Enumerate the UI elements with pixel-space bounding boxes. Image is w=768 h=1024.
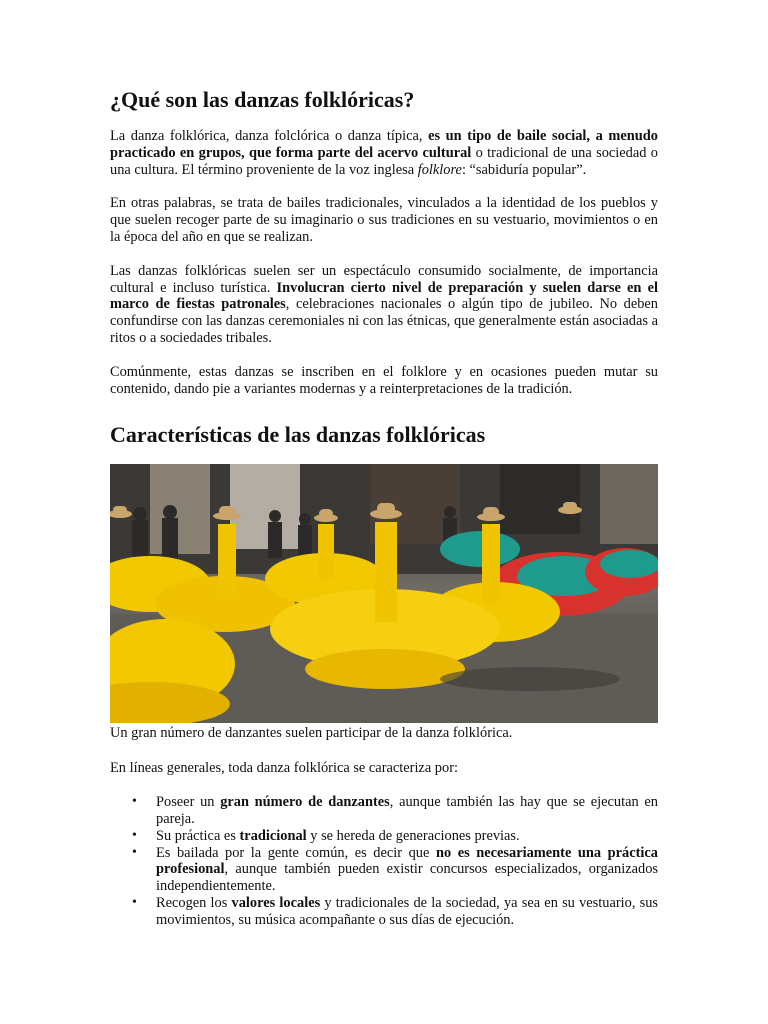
list-item: [156, 845, 658, 895]
bold-run: es un tipo de baile social, a menudo practicado en grupos, que forma parte del acervo cultural: [110, 128, 658, 161]
section-heading-what-are: ¿Qué son las danzas folklóricas?: [110, 87, 415, 112]
bold-run: Involucran cierto nivel de preparación y suelen darse en el marco de fiestas patronales: [110, 279, 658, 313]
bold-run: valores locales: [231, 894, 321, 911]
list-item: [156, 895, 658, 929]
text-run: Recogen los: [156, 894, 232, 911]
paragraph-identity: En otras palabras, se trata de bailes tradicionales, vinculados a la identidad de los pueblos y que suelen recoger parte de su imaginario o sus tradiciones en su vestuario, movimientos o en la época del año en que se realizan.: [110, 195, 658, 245]
text-run: , celebraciones nacionales o algún tipo de jubileo. No deben confundirse con las danzas ceremoniales ni con las étnicas, que generalmente están asociadas a ritos o a sociedades tribales.: [110, 296, 658, 346]
text-run: , aunque también pueden existir concursos especializados, organizados independientemente.: [156, 861, 658, 895]
text-run: y se hereda de generaciones previas.: [306, 827, 520, 844]
dancer-teal-skirt: [440, 531, 520, 567]
dancer-teal-skirt: [600, 550, 658, 578]
building-facade: [150, 464, 210, 554]
building-facade: [600, 464, 658, 544]
paragraph-spectacle: [110, 263, 658, 347]
text-run: Poseer un: [156, 794, 221, 811]
section-heading-characteristics: Características de las danzas folklóricas: [110, 422, 486, 448]
building-window: [500, 464, 580, 534]
dancers-illustration: [110, 464, 658, 723]
text-run: : “sabiduría popular”.: [461, 161, 587, 178]
shadow: [440, 667, 620, 691]
text-run: o tradicional de una sociedad o una cultura. El término proveniente de la voz inglesa: [110, 144, 658, 178]
text-run: Es bailada por la gente común, es decir que: [156, 844, 436, 861]
list-item: [156, 794, 658, 828]
bold-run: no es necesariamente una práctica profesional: [156, 844, 658, 878]
building-facade: [230, 464, 300, 549]
text-run: y tradicionales de la sociedad, ya sea en su vestuario, sus movimientos, su música acompañante o sus días de ejecución.: [156, 894, 658, 928]
bold-run: tradicional: [239, 827, 307, 844]
article-body: [110, 86, 658, 929]
list-item: [156, 828, 658, 845]
text-run: La danza folklórica, danza folclórica o danza típica,: [110, 128, 429, 144]
dancer-yellow-skirt-hem: [305, 649, 465, 689]
italic-run: folklore: [417, 161, 462, 178]
text-run: Su práctica es: [156, 827, 240, 844]
paragraph-intro-list: En líneas generales, toda danza folklórica se caracteriza por:: [110, 760, 458, 777]
characteristics-list: [110, 794, 658, 928]
bold-run: gran número de danzantes: [220, 794, 390, 811]
text-run: , aunque también las hay que se ejecutan en pareja.: [156, 794, 658, 827]
photo-caption: Un gran número de danzantes suelen participar de la danza folklórica.: [110, 725, 513, 742]
dancers-photo: [110, 464, 658, 723]
paragraph-definition: [110, 128, 658, 178]
paragraph-folklore: Comúnmente, estas danzas se inscriben en el folklore y en ocasiones pueden mutar su contenido, dando pie a variantes modernas y a reinterpretaciones de la tradición.: [110, 363, 658, 397]
text-run: Las danzas folklóricas suelen ser un espectáculo consumido socialmente, de importancia cultural e incluso turística.: [110, 262, 658, 296]
